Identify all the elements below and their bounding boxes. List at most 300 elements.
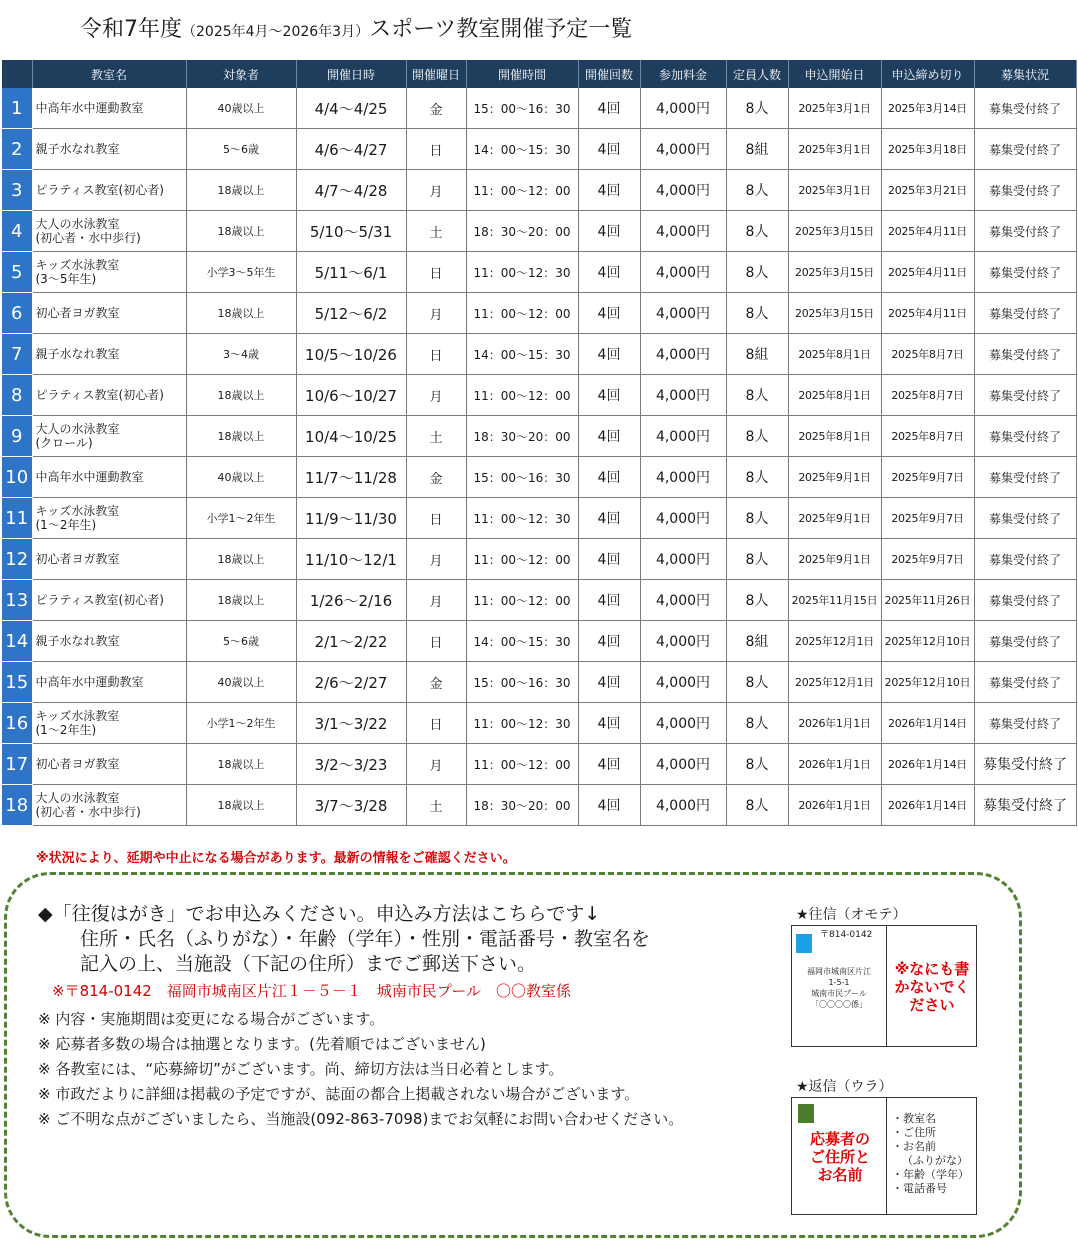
session-count: 4回 [578, 498, 640, 539]
status-badge: 募集受付終了 [974, 252, 1076, 293]
status-badge: 募集受付終了 [974, 375, 1076, 416]
date-range: 4/6～4/27 [296, 129, 406, 170]
table-row [2, 211, 1076, 252]
target-audience: 小学1～2年生 [186, 498, 296, 539]
application-start: 2025年12月1日 [788, 621, 881, 662]
time-range: 11：00～12：30 [466, 498, 578, 539]
time-range: 18：30～20：00 [466, 416, 578, 457]
time-range: 18：30～20：00 [466, 785, 578, 826]
application-deadline: 2025年3月21日 [881, 170, 974, 211]
date-range: 3/7～3/28 [296, 785, 406, 826]
date-range: 10/6～10/27 [296, 375, 406, 416]
row-number: 14 [2, 621, 32, 662]
capacity: 8人 [726, 703, 788, 744]
session-count: 4回 [578, 252, 640, 293]
front-address-line: 福岡市城南区片江 [807, 967, 871, 976]
capacity: 8人 [726, 252, 788, 293]
status-badge: 募集受付終了 [974, 88, 1076, 129]
column-header: 申込開始日 [788, 60, 881, 88]
fee: 4,000円 [640, 662, 726, 703]
postcard-back [791, 1097, 977, 1215]
class-name-line: ピラティス教室(初心者) [35, 593, 164, 607]
application-deadline: 2026年1月14日 [881, 703, 974, 744]
status-badge: 募集受付終了 [974, 170, 1076, 211]
postcard-front [791, 925, 977, 1047]
time-range: 11：00～12：00 [466, 580, 578, 621]
session-count: 4回 [578, 334, 640, 375]
application-start: 2026年1月1日 [788, 785, 881, 826]
date-range: 11/10～12/1 [296, 539, 406, 580]
row-number: 13 [2, 580, 32, 621]
capacity: 8人 [726, 88, 788, 129]
capacity: 8組 [726, 129, 788, 170]
time-range: 11：00～12：00 [466, 539, 578, 580]
status-badge: 募集受付終了 [974, 539, 1076, 580]
target-audience: 18歳以上 [186, 211, 296, 252]
application-deadline: 2025年8月7日 [881, 334, 974, 375]
date-range: 3/2～3/23 [296, 744, 406, 785]
table-row [2, 621, 1076, 662]
date-range: 2/1～2/22 [296, 621, 406, 662]
weekday: 日 [406, 252, 466, 293]
title-prefix: 令和7年度 [80, 17, 182, 42]
note-item: ※ 応募者多数の場合は抽選となります。(先着順ではございません) [38, 1035, 486, 1053]
time-range: 11：00～12：30 [466, 703, 578, 744]
back-recipient [798, 1130, 882, 1184]
session-count: 4回 [578, 580, 640, 621]
weekday: 月 [406, 170, 466, 211]
class-name [32, 457, 186, 498]
capacity: 8人 [726, 375, 788, 416]
class-name [32, 621, 186, 662]
application-deadline: 2025年4月11日 [881, 211, 974, 252]
weekday: 月 [406, 293, 466, 334]
weekday: 月 [406, 375, 466, 416]
time-range: 11：00～12：00 [466, 293, 578, 334]
target-audience: 3～4歳 [186, 334, 296, 375]
session-count: 4回 [578, 785, 640, 826]
table-row [2, 252, 1076, 293]
capacity: 8人 [726, 539, 788, 580]
column-header: 開催時間 [466, 60, 578, 88]
column-header: 募集状況 [974, 60, 1076, 88]
capacity: 8人 [726, 744, 788, 785]
status-badge: 募集受付終了 [974, 703, 1076, 744]
column-header: 開催日時 [296, 60, 406, 88]
application-deadline: 2025年12月10日 [881, 662, 974, 703]
mailing-address: ※〒814-0142 福岡市城南区片江１－５－１ 城南市民プール 〇〇教室係 [52, 982, 572, 1000]
column-header: 定員人数 [726, 60, 788, 88]
weekday: 土 [406, 416, 466, 457]
time-range: 14：00～15：30 [466, 621, 578, 662]
status-badge: 募集受付終了 [974, 744, 1076, 785]
class-name-line: 初心者ヨガ教室 [35, 306, 120, 320]
class-name [32, 662, 186, 703]
class-name-line: 親子水なれ教室 [35, 634, 120, 648]
capacity: 8組 [726, 621, 788, 662]
session-count: 4回 [578, 621, 640, 662]
stamp-icon [796, 934, 812, 953]
target-audience: 5～6歳 [186, 621, 296, 662]
table-row [2, 293, 1076, 334]
application-start: 2026年1月1日 [788, 703, 881, 744]
row-number: 11 [2, 498, 32, 539]
fee: 4,000円 [640, 498, 726, 539]
status-badge: 募集受付終了 [974, 211, 1076, 252]
front-address-line: 1-5-1 [828, 978, 850, 987]
table-row [2, 416, 1076, 457]
application-start: 2025年8月1日 [788, 416, 881, 457]
table-row [2, 703, 1076, 744]
weekday: 日 [406, 498, 466, 539]
postcard-back-label: ★返信（ウラ） [796, 1079, 893, 1095]
stamp-icon [798, 1104, 814, 1123]
date-range: 1/26～2/16 [296, 580, 406, 621]
class-name-line: ピラティス教室(初心者) [35, 183, 164, 197]
postcard-front-label: ★往信（オモテ） [796, 907, 907, 923]
session-count: 4回 [578, 703, 640, 744]
time-range: 14：00～15：30 [466, 334, 578, 375]
application-deadline: 2025年4月11日 [881, 293, 974, 334]
class-name [32, 703, 186, 744]
time-range: 11：00～12：30 [466, 252, 578, 293]
class-name-line: 親子水なれ教室 [35, 142, 120, 156]
application-deadline: 2025年8月7日 [881, 416, 974, 457]
class-name-line: (1～2年生) [35, 723, 97, 737]
column-header [2, 60, 32, 88]
instructions-body-line: 住所・氏名（ふりがな）・年齢（学年）・性別・電話番号・教室名を [80, 928, 651, 950]
class-name [32, 539, 186, 580]
instructions-body [38, 927, 778, 977]
date-range: 11/9～11/30 [296, 498, 406, 539]
date-range: 4/7～4/28 [296, 170, 406, 211]
table-row [2, 170, 1076, 211]
weekday: 月 [406, 580, 466, 621]
table-header-row [2, 60, 1076, 88]
row-number: 2 [2, 129, 32, 170]
class-name [32, 252, 186, 293]
application-deadline: 2025年11月26日 [881, 580, 974, 621]
weekday: 日 [406, 703, 466, 744]
postcard-divider [886, 926, 887, 1046]
date-range: 5/11～6/1 [296, 252, 406, 293]
table-row [2, 785, 1076, 826]
fee: 4,000円 [640, 375, 726, 416]
table-row [2, 662, 1076, 703]
time-range: 14：00～15：30 [466, 129, 578, 170]
application-deadline: 2025年9月7日 [881, 457, 974, 498]
row-number: 16 [2, 703, 32, 744]
capacity: 8人 [726, 170, 788, 211]
application-deadline: 2026年1月14日 [881, 785, 974, 826]
status-badge: 募集受付終了 [974, 457, 1076, 498]
session-count: 4回 [578, 457, 640, 498]
front-warning [888, 960, 976, 1014]
row-number: 7 [2, 334, 32, 375]
target-audience: 5～6歳 [186, 129, 296, 170]
date-range: 11/7～11/28 [296, 457, 406, 498]
date-range: 10/4～10/25 [296, 416, 406, 457]
class-name [32, 785, 186, 826]
fee: 4,000円 [640, 293, 726, 334]
fee: 4,000円 [640, 457, 726, 498]
note-item: ※ 内容・実施期間は変更になる場合がございます。 [38, 1010, 385, 1028]
target-audience: 18歳以上 [186, 416, 296, 457]
session-count: 4回 [578, 129, 640, 170]
schedule-table [2, 60, 1077, 826]
class-name-line: (初心者・水中歩行) [35, 231, 141, 245]
fee: 4,000円 [640, 703, 726, 744]
session-count: 4回 [578, 88, 640, 129]
notes-list [38, 1007, 778, 1132]
table-row [2, 334, 1076, 375]
application-deadline: 2026年1月14日 [881, 744, 974, 785]
date-range: 5/10～5/31 [296, 211, 406, 252]
class-name [32, 211, 186, 252]
class-name-line: 大人の水泳教室 [35, 422, 120, 436]
class-name [32, 416, 186, 457]
fee: 4,000円 [640, 539, 726, 580]
class-name-line: キッズ水泳教室 [35, 258, 120, 272]
table-row [2, 744, 1076, 785]
column-header: 教室名 [32, 60, 186, 88]
session-count: 4回 [578, 662, 640, 703]
row-number: 9 [2, 416, 32, 457]
instructions-lead: ◆「往復はがき」でお申込みください。申込み方法はこちらです↓ [38, 903, 601, 925]
fee: 4,000円 [640, 580, 726, 621]
front-address-line: 城南市民プール [811, 989, 867, 998]
fee: 4,000円 [640, 621, 726, 662]
date-range: 2/6～2/27 [296, 662, 406, 703]
title-period: （2025年4月～2026年3月） [182, 24, 370, 40]
class-name [32, 170, 186, 211]
status-badge: 募集受付終了 [974, 129, 1076, 170]
capacity: 8人 [726, 662, 788, 703]
back-field: ・年齢（学年） [892, 1168, 969, 1181]
class-name [32, 375, 186, 416]
row-number: 10 [2, 457, 32, 498]
target-audience: 40歳以上 [186, 457, 296, 498]
back-field: ・お名前 [892, 1140, 936, 1153]
class-name-line: 中高年水中運動教室 [35, 101, 144, 115]
date-range: 3/1～3/22 [296, 703, 406, 744]
time-range: 15：00～16：30 [466, 457, 578, 498]
session-count: 4回 [578, 744, 640, 785]
weekday: 土 [406, 785, 466, 826]
fee: 4,000円 [640, 334, 726, 375]
capacity: 8人 [726, 580, 788, 621]
capacity: 8人 [726, 416, 788, 457]
row-number: 15 [2, 662, 32, 703]
capacity: 8組 [726, 334, 788, 375]
table-row [2, 580, 1076, 621]
column-header: 申込締め切り [881, 60, 974, 88]
back-field: （ふりがな） [902, 1154, 968, 1167]
weekday: 金 [406, 88, 466, 129]
target-audience: 18歳以上 [186, 170, 296, 211]
session-count: 4回 [578, 170, 640, 211]
back-field: ・電話番号 [892, 1182, 947, 1195]
row-number: 12 [2, 539, 32, 580]
class-name-line: ピラティス教室(初心者) [35, 388, 164, 402]
application-start: 2025年3月1日 [788, 170, 881, 211]
class-name-line: (3～5年生) [35, 272, 97, 286]
title-suffix: スポーツ教室開催予定一覧 [369, 17, 633, 42]
class-name [32, 334, 186, 375]
row-number: 18 [2, 785, 32, 826]
table-row [2, 88, 1076, 129]
note-item: ※ 市政だよりに詳細は掲載の予定ですが、誌面の都合上掲載されない場合がございます。 [38, 1085, 640, 1103]
fee: 4,000円 [640, 211, 726, 252]
application-start: 2025年8月1日 [788, 334, 881, 375]
date-range: 5/12～6/2 [296, 293, 406, 334]
table-row [2, 375, 1076, 416]
time-range: 18：30～20：00 [466, 211, 578, 252]
class-name-line: 初心者ヨガ教室 [35, 552, 120, 566]
application-start: 2025年11月15日 [788, 580, 881, 621]
status-badge: 募集受付終了 [974, 334, 1076, 375]
target-audience: 18歳以上 [186, 744, 296, 785]
application-start: 2025年9月1日 [788, 457, 881, 498]
row-number: 8 [2, 375, 32, 416]
application-start: 2025年12月1日 [788, 662, 881, 703]
column-header: 開催曜日 [406, 60, 466, 88]
application-deadline: 2025年9月7日 [881, 539, 974, 580]
row-number: 5 [2, 252, 32, 293]
session-count: 4回 [578, 293, 640, 334]
status-badge: 募集受付終了 [974, 293, 1076, 334]
target-audience: 18歳以上 [186, 785, 296, 826]
capacity: 8人 [726, 293, 788, 334]
postcard-divider [886, 1098, 887, 1214]
instructions-body-line: 記入の上、当施設（下記の住所）までご郵送下さい。 [80, 953, 537, 975]
front-warning-line: ださい [909, 996, 955, 1014]
class-name-line: 大人の水泳教室 [35, 791, 120, 805]
status-badge: 募集受付終了 [974, 498, 1076, 539]
status-badge: 募集受付終了 [974, 662, 1076, 703]
time-range: 15：00～16：30 [466, 662, 578, 703]
time-range: 11：00～12：00 [466, 375, 578, 416]
class-name [32, 129, 186, 170]
class-name [32, 498, 186, 539]
application-start: 2025年3月15日 [788, 211, 881, 252]
weekday: 日 [406, 129, 466, 170]
row-number: 1 [2, 88, 32, 129]
target-audience: 18歳以上 [186, 293, 296, 334]
fee: 4,000円 [640, 170, 726, 211]
status-badge: 募集受付終了 [974, 416, 1076, 457]
target-audience: 40歳以上 [186, 88, 296, 129]
application-start: 2025年3月1日 [788, 129, 881, 170]
time-range: 15：00～16：30 [466, 88, 578, 129]
class-name-line: (初心者・水中歩行) [35, 805, 141, 819]
capacity: 8人 [726, 457, 788, 498]
front-zip: 〒814-0142 [820, 930, 873, 940]
application-deadline: 2025年8月7日 [881, 375, 974, 416]
fee: 4,000円 [640, 416, 726, 457]
weekday: 月 [406, 744, 466, 785]
session-count: 4回 [578, 539, 640, 580]
table-row [2, 457, 1076, 498]
capacity: 8人 [726, 785, 788, 826]
target-audience: 40歳以上 [186, 662, 296, 703]
front-warning-line: ※なにも書 [894, 960, 970, 978]
target-audience: 小学1～2年生 [186, 703, 296, 744]
application-start: 2025年3月15日 [788, 293, 881, 334]
class-name [32, 88, 186, 129]
back-recipient-line: お名前 [817, 1166, 863, 1184]
row-number: 17 [2, 744, 32, 785]
status-badge: 募集受付終了 [974, 621, 1076, 662]
weekday: 日 [406, 334, 466, 375]
back-field: ・ご住所 [892, 1126, 936, 1139]
front-address-block [798, 930, 880, 1010]
back-recipient-line: 応募者の [809, 1130, 870, 1148]
back-recipient-line: ご住所と [809, 1148, 870, 1166]
session-count: 4回 [578, 211, 640, 252]
application-instructions [38, 902, 778, 1132]
column-header: 対象者 [186, 60, 296, 88]
back-field: ・教室名 [892, 1112, 936, 1125]
class-name-line: (クロール) [35, 436, 93, 450]
time-range: 11：00～12：00 [466, 170, 578, 211]
time-range: 11：00～12：00 [466, 744, 578, 785]
fee: 4,000円 [640, 252, 726, 293]
class-name-line: (1～2年生) [35, 518, 97, 532]
class-name [32, 744, 186, 785]
column-header: 参加料金 [640, 60, 726, 88]
class-name [32, 293, 186, 334]
weekday: 金 [406, 662, 466, 703]
class-name-line: 中高年水中運動教室 [35, 675, 144, 689]
note-item: ※ 各教室には、“応募締切”がございます。尚、締切方法は当日必着とします。 [38, 1060, 564, 1078]
table-row [2, 498, 1076, 539]
table-row [2, 129, 1076, 170]
row-number: 6 [2, 293, 32, 334]
session-count: 4回 [578, 416, 640, 457]
weekday: 月 [406, 539, 466, 580]
back-fields-list [892, 1112, 969, 1196]
application-deadline: 2025年3月18日 [881, 129, 974, 170]
target-audience: 小学3～5年生 [186, 252, 296, 293]
fee: 4,000円 [640, 129, 726, 170]
application-start: 2025年8月1日 [788, 375, 881, 416]
fee: 4,000円 [640, 88, 726, 129]
column-header: 開催回数 [578, 60, 640, 88]
capacity: 8人 [726, 498, 788, 539]
application-start: 2025年3月15日 [788, 252, 881, 293]
date-range: 4/4～4/25 [296, 88, 406, 129]
weekday: 金 [406, 457, 466, 498]
front-address-line: 「〇〇〇〇係」 [811, 1000, 867, 1009]
application-deadline: 2025年4月11日 [881, 252, 974, 293]
target-audience: 18歳以上 [186, 539, 296, 580]
class-name-line: 親子水なれ教室 [35, 347, 120, 361]
application-start: 2025年3月1日 [788, 88, 881, 129]
row-number: 3 [2, 170, 32, 211]
page-title [80, 12, 632, 43]
row-number: 4 [2, 211, 32, 252]
application-start: 2026年1月1日 [788, 744, 881, 785]
session-count: 4回 [578, 375, 640, 416]
status-notice: ※状況により、延期や中止になる場合があります。最新の情報をご確認ください。 [36, 851, 516, 866]
weekday: 日 [406, 621, 466, 662]
status-badge: 募集受付終了 [974, 785, 1076, 826]
front-warning-line: かないでく [894, 978, 970, 996]
application-start: 2025年9月1日 [788, 498, 881, 539]
class-name [32, 580, 186, 621]
weekday: 土 [406, 211, 466, 252]
